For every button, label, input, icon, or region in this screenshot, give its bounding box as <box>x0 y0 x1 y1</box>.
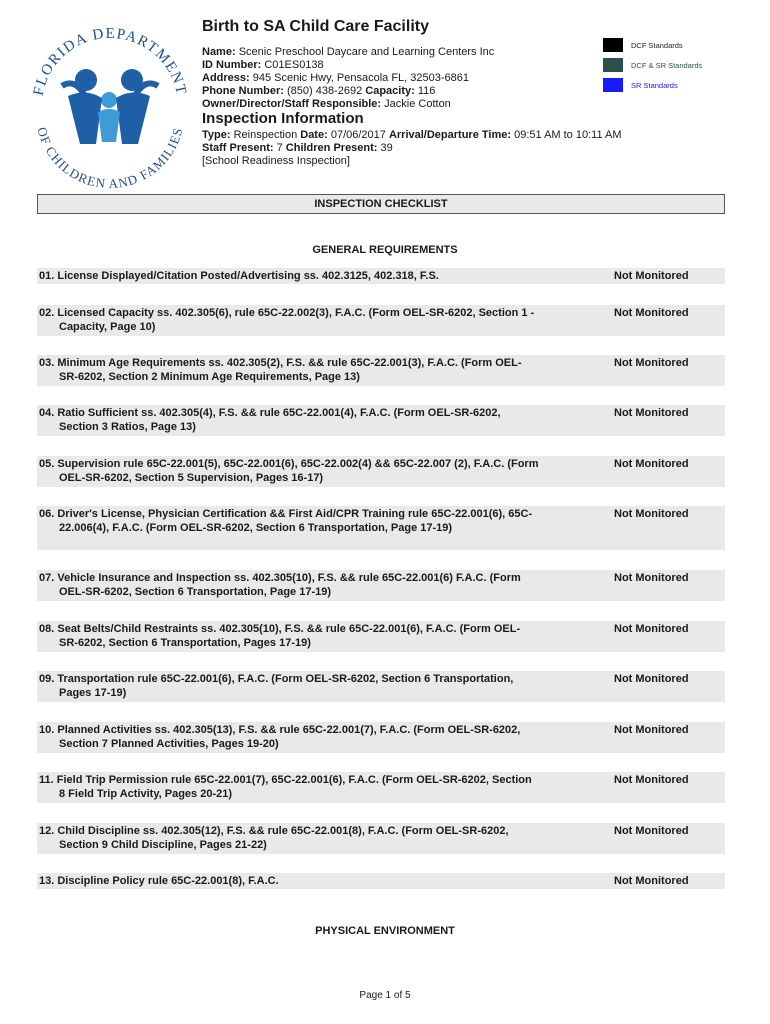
checklist-item-status: Not Monitored <box>614 875 689 887</box>
checklist-item-text: Field Trip Permission rule 65C-22.001(7), 65C-22.001(6), F.A.C. (Form OEL-SR-6202, Section 8 Field Trip Activity, Pages 20-21) <box>56 774 532 800</box>
checklist-item-text: Vehicle Insurance and Inspection ss. 402.305(10), F.S. && rule 65C-22.001(6) F.A.C. (Form OEL-SR-6202, Section 6 Transportation, Page 17-19) <box>57 572 521 598</box>
inspection-info <box>202 129 722 168</box>
inspection-time: 09:51 AM to 10:11 AM <box>514 129 622 141</box>
checklist-item: 08. Seat Belts/Child Restraints ss. 402.305(10), F.S. && rule 65C-22.001(6), F.A.C. (Form OEL-SR-6202, Section 6 Transportation, Pages 17-19) Not Monitored <box>37 621 725 652</box>
facility-capacity: 116 <box>417 85 436 97</box>
checklist-item: 12. Child Discipline ss. 402.305(12), F.S. && rule 65C-22.001(8), F.A.C. (Form OEL-SR-6202, Section 9 Child Discipline, Pages 21-22) Not Monitored <box>37 823 725 854</box>
checklist-item-status: Not Monitored <box>614 572 689 584</box>
checklist-item-status: Not Monitored <box>614 407 689 419</box>
facility-id-line: ID Number: C01ES0138 <box>202 59 324 71</box>
facility-header <box>202 18 602 111</box>
checklist-item-status: Not Monitored <box>614 724 689 736</box>
physical-environment-heading: PHYSICAL ENVIRONMENT <box>315 925 455 937</box>
checklist-item: 02. Licensed Capacity ss. 402.305(6), rule 65C-22.002(3), F.A.C. (Form OEL-SR-6202, Section 1 - Capacity, Page 10) Not Monitored <box>37 305 725 336</box>
general-requirements-heading: GENERAL REQUIREMENTS <box>312 244 458 256</box>
inspection-info-title: Inspection Information <box>202 110 364 127</box>
checklist-item-status: Not Monitored <box>614 774 689 786</box>
checklist-item: 13. Discipline Policy rule 65C-22.001(8), F.A.C. Not Monitored <box>37 873 725 889</box>
checklist-item-text: Planned Activities ss. 402.305(13), F.S. && rule 65C-22.001(7), F.A.C. (Form OEL-SR-6202, Section 7 Planned Activities, Pages 19-20) <box>57 724 521 750</box>
inspection-present-line: Staff Present: 7 Children Present: 39 <box>202 142 393 154</box>
school-readiness-label: [School Readiness Inspection] <box>202 155 350 167</box>
checklist-item: 07. Vehicle Insurance and Inspection ss. 402.305(10), F.S. && rule 65C-22.001(6) F.A.C. (Form OEL-SR-6202, Section 6 Transportation, Page 17-19) Not Monitored <box>37 570 725 601</box>
legend-swatch-dcf-sr <box>603 58 623 72</box>
logo-seal-graphic <box>22 14 198 190</box>
checklist-item: 03. Minimum Age Requirements ss. 402.305(2), F.S. && rule 65C-22.001(3), F.A.C. (Form OEL-SR-6202, Section 2 Minimum Age Requirements, Page 13) Not Monitored <box>37 355 725 386</box>
legend-item-dcf: DCF Standards <box>603 35 763 55</box>
checklist-item: 09. Transportation rule 65C-22.001(6), F.A.C. (Form OEL-SR-6202, Section 6 Transportation, Pages 17-19) Not Monitored <box>37 671 725 702</box>
facility-name-line: Name: Scenic Preschool Daycare and Learning Centers Inc <box>202 46 495 58</box>
standards-legend <box>603 35 763 95</box>
facility-phone: (850) 438-2692 <box>286 85 363 97</box>
checklist-item: 06. Driver's License, Physician Certification && First Aid/CPR Training rule 65C-22.001(6), 65C-22.006(4), F.A.C. (Form OEL-SR-6202, Section 6 Transportation, Page 17-19) Not Monitored <box>37 506 725 550</box>
checklist-item-status: Not Monitored <box>614 307 689 319</box>
inspection-date: 07/06/2017 <box>330 129 386 141</box>
legend-item-dcf-sr: DCF & SR Standards <box>603 55 763 75</box>
facility-address-line: Address: 945 Scenic Hwy, Pensacola FL, 32503-6861 <box>202 72 470 84</box>
facility-owner-line: Owner/Director/Staff Responsible: Jackie Cotton <box>202 98 451 110</box>
facility-phone-line: Phone Number: (850) 438-2692 Capacity: 116 <box>202 85 436 97</box>
facility-title: Birth to SA Child Care Facility <box>202 18 429 35</box>
checklist-item-status: Not Monitored <box>614 458 689 470</box>
checklist-item-text: License Displayed/Citation Posted/Advertising ss. 402.3125, 402.318, F.S. <box>57 270 439 282</box>
checklist-item-text: Minimum Age Requirements ss. 402.305(2), F.S. && rule 65C-22.001(3), F.A.C. (Form OEL-SR-6202, Section 2 Minimum Age Requirements, Page 13) <box>57 357 522 383</box>
checklist-item: 11. Field Trip Permission rule 65C-22.001(7), 65C-22.001(6), F.A.C. (Form OEL-SR-6202, Section 8 Field Trip Activity, Pages 20-21) Not Monitored <box>37 772 725 803</box>
svg-text:FLORIDA DEPARTMENT <box>31 26 189 97</box>
facility-owner: Jackie Cotton <box>384 98 451 110</box>
facility-id: C01ES0138 <box>264 59 324 71</box>
checklist-item: 10. Planned Activities ss. 402.305(13), F.S. && rule 65C-22.001(7), F.A.C. (Form OEL-SR-6202, Section 7 Planned Activities, Pages 19-20) Not Monitored <box>37 722 725 753</box>
checklist-item-status: Not Monitored <box>614 623 689 635</box>
legend-item-sr: SR Standards <box>603 75 763 95</box>
checklist-item-text: Licensed Capacity ss. 402.305(6), rule 65C-22.002(3), F.A.C. (Form OEL-SR-6202, Section 1 - Capacity, Page 10) <box>57 307 535 333</box>
checklist-item: 05. Supervision rule 65C-22.001(5), 65C-22.001(6), 65C-22.002(4) && 65C-22.007 (2), F.A.C. (Form OEL-SR-6202, Section 5 Supervision, Pages 16-17) Not Monitored <box>37 456 725 487</box>
logo-text-bottom: OF CHILDREN AND FAMILIES <box>34 125 186 190</box>
staff-present: 7 <box>276 142 283 154</box>
inspection-type: Reinspection <box>233 129 298 141</box>
checklist-item-text: Transportation rule 65C-22.001(6), F.A.C. (Form OEL-SR-6202, Section 6 Transportation, Pages 17-19) <box>57 673 514 699</box>
checklist-item: 01. License Displayed/Citation Posted/Advertising ss. 402.3125, 402.318, F.S. Not Monitored <box>37 268 725 284</box>
inspection-type-line: Type: Reinspection Date: 07/06/2017 Arrival/Departure Time: 09:51 AM to 10:11 AM <box>202 129 622 141</box>
checklist-item-status: Not Monitored <box>614 508 689 520</box>
checklist-item-text: Ratio Sufficient ss. 402.305(4), F.S. && rule 65C-22.001(4), F.A.C. (Form OEL-SR-6202, Section 3 Ratios, Page 13) <box>57 407 501 433</box>
facility-address: 945 Scenic Hwy, Pensacola FL, 32503-6861 <box>252 72 470 84</box>
checklist-item-text: Supervision rule 65C-22.001(5), 65C-22.001(6), 65C-22.002(4) && 65C-22.007 (2), F.A.C. (Form OEL-SR-6202, Section 5 Supervision, Pages 16-17) <box>57 458 539 484</box>
checklist-item-status: Not Monitored <box>614 270 689 282</box>
checklist-item-status: Not Monitored <box>614 673 689 685</box>
checklist-item-status: Not Monitored <box>614 357 689 369</box>
checklist-item-text: Discipline Policy rule 65C-22.001(8), F.A.C. <box>57 875 279 887</box>
checklist-item: 04. Ratio Sufficient ss. 402.305(4), F.S. && rule 65C-22.001(4), F.A.C. (Form OEL-SR-6202, Section 3 Ratios, Page 13) Not Monitored <box>37 405 725 436</box>
legend-swatch-dcf <box>603 38 623 52</box>
inspection-checklist-header: INSPECTION CHECKLIST <box>37 194 725 214</box>
florida-dcf-logo <box>22 14 198 190</box>
checklist-item-text: Seat Belts/Child Restraints ss. 402.305(10), F.S. && rule 65C-22.001(6), F.A.C. (Form OEL-SR-6202, Section 6 Transportation, Pages 17-19) <box>57 623 521 649</box>
children-present: 39 <box>380 142 393 154</box>
checklist-item-text: Child Discipline ss. 402.305(12), F.S. && rule 65C-22.001(8), F.A.C. (Form OEL-SR-6202, Section 9 Child Discipline, Pages 21-22) <box>57 825 509 851</box>
facility-name: Scenic Preschool Daycare and Learning Centers Inc <box>238 46 495 58</box>
legend-swatch-sr <box>603 78 623 92</box>
page-number: Page 1 of 5 <box>359 990 411 1001</box>
checklist-item-status: Not Monitored <box>614 825 689 837</box>
checklist-item-text: Driver's License, Physician Certification && First Aid/CPR Training rule 65C-22.001(6), 65C-22.006(4), F.A.C. (Form OEL-SR-6202, Section 6 Transportation, Page 17-19) <box>57 508 533 534</box>
logo-text-top: FLORIDA DEPARTMENT <box>30 25 190 98</box>
